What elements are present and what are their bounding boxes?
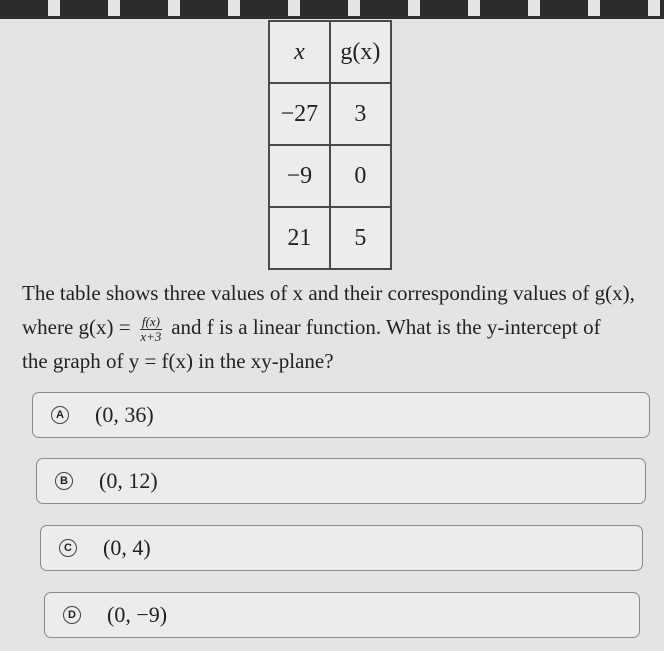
fraction-denominator: x+3 <box>140 328 162 344</box>
choice-a-letter: A <box>51 406 69 424</box>
choice-d-text: (0, −9) <box>107 602 168 627</box>
cell-x: −27 <box>269 83 330 145</box>
question-line-2 <box>22 310 652 344</box>
header-gx: g(x) <box>330 21 391 83</box>
choice-c-text: (0, 4) <box>103 535 151 560</box>
question-line-3: the graph of y = f(x) in the xy-plane? <box>22 349 334 373</box>
cell-x: −9 <box>269 145 330 207</box>
table-row <box>269 83 391 145</box>
choice-d-button[interactable] <box>44 592 640 638</box>
question-line-1: The table shows three values of x and their corresponding values of g(x), <box>22 281 635 305</box>
cell-x: 21 <box>269 207 330 269</box>
top-progress-bar <box>0 0 664 19</box>
header-x: x <box>269 21 330 83</box>
choice-b-button[interactable] <box>36 458 646 504</box>
choice-d-letter: D <box>63 606 81 624</box>
values-table <box>268 20 392 270</box>
choice-b-text: (0, 12) <box>99 468 158 493</box>
choice-c-button[interactable] <box>40 525 643 571</box>
table-row <box>269 207 391 269</box>
question-line-2-rest: and f is a linear function. What is the y-intercept of <box>171 315 601 339</box>
choice-a-button[interactable] <box>32 392 650 438</box>
fraction <box>140 315 162 344</box>
fraction-numerator: f(x) <box>141 313 160 329</box>
cell-gx: 0 <box>330 145 391 207</box>
table-header-row <box>269 21 391 83</box>
cell-gx: 5 <box>330 207 391 269</box>
choice-a-text: (0, 36) <box>95 402 154 427</box>
cell-gx: 3 <box>330 83 391 145</box>
question-where: where g(x) = <box>22 315 131 339</box>
question-text <box>22 276 652 378</box>
choice-c-letter: C <box>59 539 77 557</box>
choice-b-letter: B <box>55 472 73 490</box>
table-row <box>269 145 391 207</box>
